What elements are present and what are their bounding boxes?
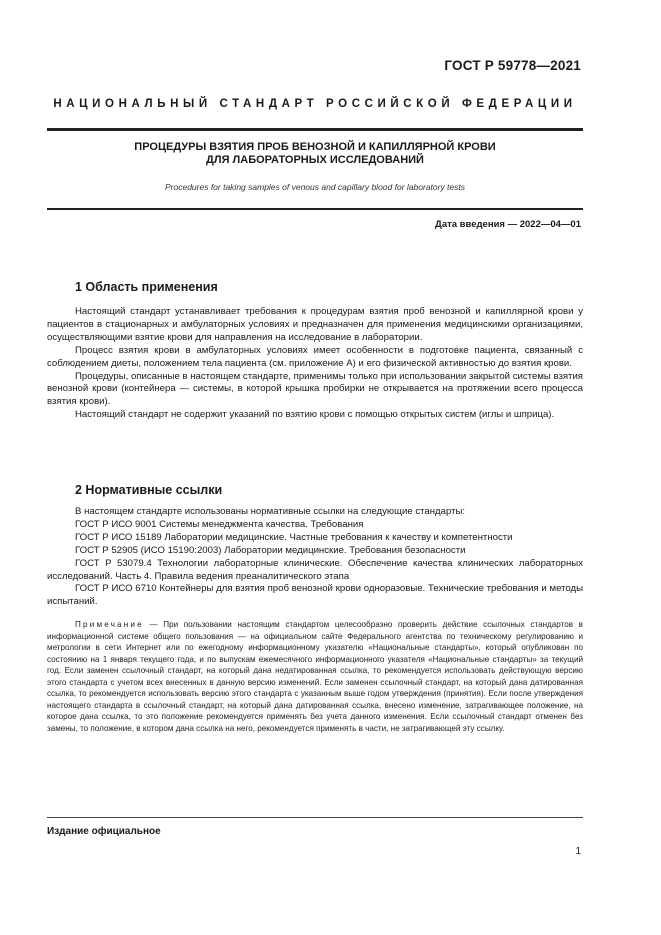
note-label: Примечание (75, 620, 144, 629)
reference-item: ГОСТ Р ИСО 15189 Лаборатории медицинские. Частные требования к качеству и компетентности (75, 531, 513, 543)
section-1-body (47, 306, 583, 422)
note-text: — При пользовании настоящим стандартом целесообразно проверить действие ссылочных стандартов в информационной системе общего пользования — на официальном сайте Федерального агентства по техническому регулированию и метрологии в сети Интернет или по ежегодному информационному указателю «Национальные стандарты», который опубликован по состоянию на 1 января текущего года, и по выпускам ежемесячного информационного указателя «Национальные стандарты» за текущий год. Если заменен ссылочный стандарт, на который дана недатированная ссылка, то рекомендуется использовать действующую версию этого стандарта с учетом всех внесенных в данную версию изменений. Если заменен ссылочный стандарт, на который дана датированная ссылка, то рекомендуется использовать версию этого стандарта с указанным выше годом утверждения (принятия). Если после утверждения настоящего стандарта в ссылочный стандарт, на который дана датированная ссылка, внесено изменение, затрагивающее положение, на которое дана ссылка, то это положение рекомендуется применять без учета данного изменения. Если ссылочный стандарт отменен без замены, то положение, в котором дана ссылка на него, рекомендуется применять в части, не затрагивающей эту ссылку. (47, 620, 583, 733)
section-2-body (47, 506, 583, 609)
reference-item: ГОСТ Р 53079.4 Технологии лабораторные клинические. Обеспечение качества клинических лабораторных исследований. Часть 4. Правила ведения преаналитического этапа (47, 557, 583, 582)
reference-item: ГОСТ Р ИСО 6710 Контейнеры для взятия проб венозной крови одноразовые. Технические требования и методы испытаний. (47, 583, 583, 608)
document-title (47, 141, 583, 167)
reference-item: ГОСТ Р ИСО 9001 Системы менеджмента качества. Требования (75, 518, 364, 530)
paragraph: Процедуры, описанные в настоящем стандарте, применимы только при использовании закрытой системы взятия венозной крови (контейнера — системы, в которой крышка пробирки не открывается на протяжении всего процесса взятия крови). (47, 370, 583, 408)
section-1-heading: 1 Область применения (75, 280, 218, 294)
title-divider (47, 208, 583, 210)
section-2-heading: 2 Нормативные ссылки (75, 483, 223, 497)
paragraph: Процесс взятия крови в амбулаторных условиях имеет особенности в подготовке пациента, связанный с соблюдением диеты, положением тела пациента (см. приложение А) и его физической активностью до взятия крови. (47, 344, 583, 369)
note (47, 619, 583, 734)
document-number: ГОСТ Р 59778—2021 (444, 58, 581, 73)
standard-banner: НАЦИОНАЛЬНЫЙ СТАНДАРТ РОССИЙСКОЙ ФЕДЕРАЦИИ (53, 98, 577, 110)
title-line-2: ДЛЯ ЛАБОРАТОРНЫХ ИССЛЕДОВАНИЙ (206, 154, 424, 166)
note-paragraph (47, 619, 583, 734)
paragraph: Настоящий стандарт не содержит указаний по взятию крови с помощью открытых систем (иглы и шприца). (75, 409, 555, 421)
edition-label: Издание официальное (47, 826, 161, 837)
paragraph: Настоящий стандарт устанавливает требования к процедурам взятия проб венозной и капиллярной крови у пациентов в стационарных и амбулаторных условиях и предназначен для применения медицинскими организациями, осуществляющими взятие крови для направления на исследование в лаборатории. (47, 306, 583, 343)
top-divider (47, 128, 583, 131)
footer-divider (47, 817, 583, 818)
effective-date: Дата введения — 2022—04—01 (435, 219, 581, 230)
english-title: Procedures for taking samples of venous and capillary blood for laboratory tests (164, 182, 466, 192)
reference-item: ГОСТ Р 52905 (ИСО 15190:2003) Лаборатории медицинские. Требования безопасности (75, 544, 466, 556)
page-number: 1 (575, 846, 581, 857)
title-line-1: ПРОЦЕДУРЫ ВЗЯТИЯ ПРОБ ВЕНОЗНОЙ И КАПИЛЛЯРНОЙ КРОВИ (134, 141, 496, 153)
paragraph: В настоящем стандарте использованы нормативные ссылки на следующие стандарты: (75, 506, 466, 517)
